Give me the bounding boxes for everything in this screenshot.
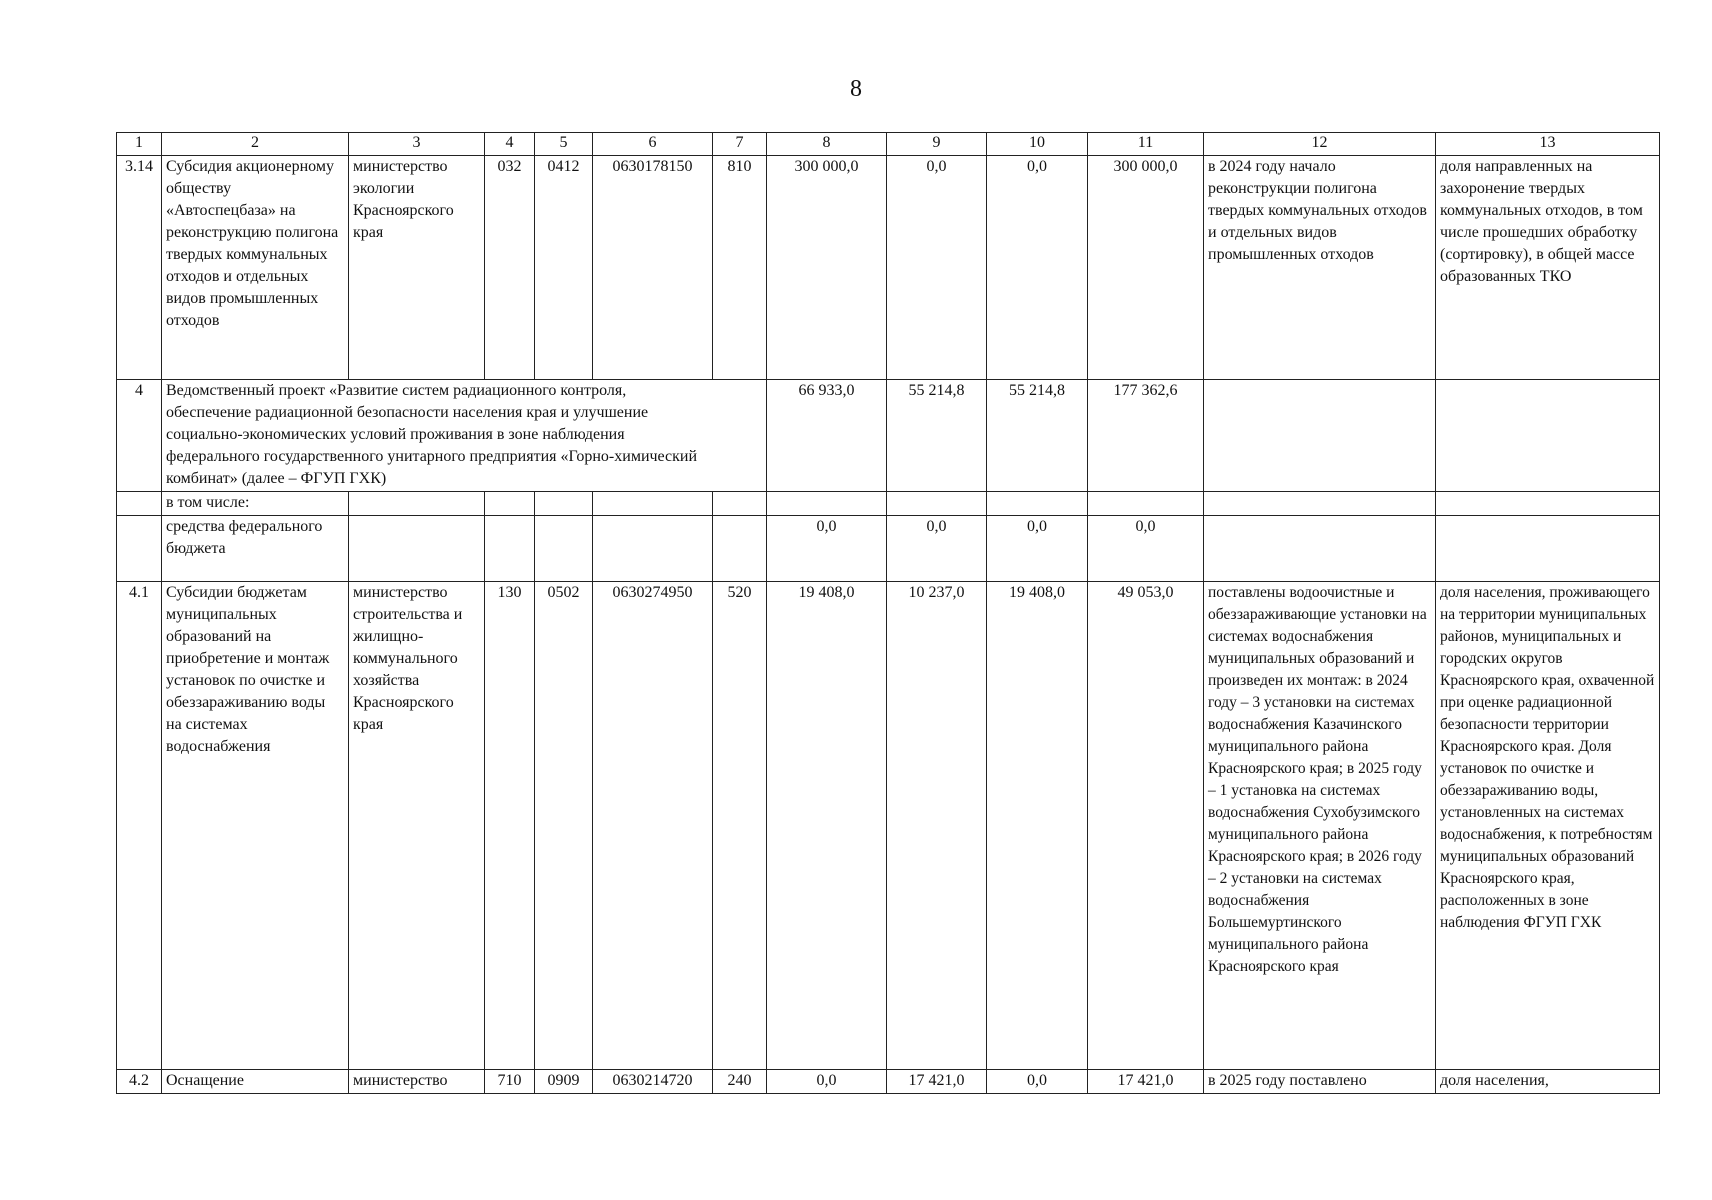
- row-code-target: [593, 492, 713, 516]
- row-amount-col10: 0,0: [987, 1070, 1088, 1094]
- row-result: [1204, 516, 1436, 582]
- row-amount-col9: [887, 492, 987, 516]
- row-id: [117, 492, 162, 516]
- row-amount-total: 17 421,0: [1088, 1070, 1204, 1094]
- row-code-expense: 240: [713, 1070, 767, 1094]
- row-code-section: [535, 516, 593, 582]
- row-ministry: министерство экологии Красноярского края: [349, 156, 485, 380]
- table-row: [117, 380, 1660, 492]
- row-amount-total: [1088, 492, 1204, 516]
- row-ministry: [349, 492, 485, 516]
- row-name: Субсидии бюджетам муниципальных образований на приобретение и монтаж установок по очистке и обеззараживанию воды на системах водоснабжения: [162, 582, 349, 1070]
- row-amount-col10: [987, 492, 1088, 516]
- row-code-grbs: 130: [485, 582, 535, 1070]
- row-name: средства федерального бюджета: [162, 516, 349, 582]
- row-code-section: 0412: [535, 156, 593, 380]
- row-code-expense: 810: [713, 156, 767, 380]
- column-number: 7: [713, 133, 767, 156]
- row-code-grbs: [485, 492, 535, 516]
- row-indicator: [1436, 380, 1660, 492]
- row-code-section: [535, 492, 593, 516]
- row-result: [1204, 380, 1436, 492]
- row-amount-total: 0,0: [1088, 516, 1204, 582]
- row-name: Субсидия акционерному обществу «Автоспецбаза» на реконструкцию полигона твердых коммунальных отходов и отдельных видов промышленных отходов: [162, 156, 349, 380]
- row-amount-col9: 0,0: [887, 516, 987, 582]
- row-name: Оснащение: [162, 1070, 349, 1094]
- column-number: 9: [887, 133, 987, 156]
- column-number: 10: [987, 133, 1088, 156]
- row-code-expense: [713, 516, 767, 582]
- row-code-grbs: 032: [485, 156, 535, 380]
- row-result: в 2025 году поставлено: [1204, 1070, 1436, 1094]
- row-ministry: министерство: [349, 1070, 485, 1094]
- row-amount-col8: 300 000,0: [767, 156, 887, 380]
- row-indicator: доля направленных на захоронение твердых коммунальных отходов, в том числе прошедших обработку (сортировку), в общей массе образованных ТКО: [1436, 156, 1660, 380]
- row-code-grbs: [485, 516, 535, 582]
- row-amount-col10: 0,0: [987, 516, 1088, 582]
- column-number: 5: [535, 133, 593, 156]
- row-amount-total: 177 362,6: [1088, 380, 1204, 492]
- row-id: 4.2: [117, 1070, 162, 1094]
- row-amount-col10: 19 408,0: [987, 582, 1088, 1070]
- column-number: 11: [1088, 133, 1204, 156]
- row-amount-col10: 0,0: [987, 156, 1088, 380]
- row-ministry: [349, 516, 485, 582]
- row-ministry: министерство строительства и жилищно-коммунального хозяйства Красноярского края: [349, 582, 485, 1070]
- column-number: 4: [485, 133, 535, 156]
- row-id: 3.14: [117, 156, 162, 380]
- row-indicator: доля населения, проживающего на территории муниципальных районов, муниципальных и городских округов Красноярского края, охваченной при оценке радиационной безопасности территории Красноярского края. Доля установок по очистке и обеззараживанию воды, установленных на системах водоснабжения, к потребностям муниципальных образований Красноярского края, расположенных в зоне наблюдения ФГУП ГХК: [1436, 582, 1660, 1070]
- row-indicator: доля населения,: [1436, 1070, 1660, 1094]
- table-row: [117, 492, 1660, 516]
- row-code-target: 0630178150: [593, 156, 713, 380]
- row-code-target: 0630214720: [593, 1070, 713, 1094]
- row-code-section: 0502: [535, 582, 593, 1070]
- row-amount-total: 300 000,0: [1088, 156, 1204, 380]
- column-number-row: [117, 133, 1660, 156]
- row-amount-total: 49 053,0: [1088, 582, 1204, 1070]
- row-code-expense: 520: [713, 582, 767, 1070]
- row-amount-col8: 66 933,0: [767, 380, 887, 492]
- column-number: 6: [593, 133, 713, 156]
- row-code-expense: [713, 492, 767, 516]
- table-row: [117, 516, 1660, 582]
- page-number: 8: [850, 76, 862, 102]
- row-amount-col9: 17 421,0: [887, 1070, 987, 1094]
- column-number: 2: [162, 133, 349, 156]
- table-row: [117, 156, 1660, 380]
- row-result: поставлены водоочистные и обеззараживающие установки на системах водоснабжения муниципальных образований и произведен их монтаж: в 2024 году – 3 установки на системах водоснабжения Казачинского муниципального района Красноярского края; в 2025 году – 1 установка на системах водоснабжения Сухобузимского муниципального района Красноярского края; в 2026 году – 2 установки на системах водоснабжения Большемуртинского муниципального района Красноярского края: [1204, 582, 1436, 1070]
- row-id: [117, 516, 162, 582]
- row-amount-col8: 19 408,0: [767, 582, 887, 1070]
- row-indicator: [1436, 516, 1660, 582]
- row-code-target: 0630274950: [593, 582, 713, 1070]
- row-code-grbs: 710: [485, 1070, 535, 1094]
- column-number: 3: [349, 133, 485, 156]
- row-name: Ведомственный проект «Развитие систем радиационного контроля, обеспечение радиационной безопасности населения края и улучшение социально-экономических условий проживания в зоне наблюдения федерального государственного унитарного предприятия «Горно-химический комбинат» (далее – ФГУП ГХК): [162, 380, 767, 492]
- row-amount-col8: 0,0: [767, 516, 887, 582]
- column-number: 12: [1204, 133, 1436, 156]
- row-name: в том числе:: [162, 492, 349, 516]
- row-code-section: 0909: [535, 1070, 593, 1094]
- row-result: в 2024 году начало реконструкции полигона твердых коммунальных отходов и отдельных видов промышленных отходов: [1204, 156, 1436, 380]
- row-indicator: [1436, 492, 1660, 516]
- row-amount-col8: 0,0: [767, 1070, 887, 1094]
- row-amount-col9: 0,0: [887, 156, 987, 380]
- row-code-target: [593, 516, 713, 582]
- column-number: 8: [767, 133, 887, 156]
- table-row: [117, 582, 1660, 1070]
- column-number: 13: [1436, 133, 1660, 156]
- column-number: 1: [117, 133, 162, 156]
- row-amount-col8: [767, 492, 887, 516]
- row-id: 4: [117, 380, 162, 492]
- row-amount-col9: 55 214,8: [887, 380, 987, 492]
- row-amount-col9: 10 237,0: [887, 582, 987, 1070]
- row-result: [1204, 492, 1436, 516]
- row-id: 4.1: [117, 582, 162, 1070]
- row-amount-col10: 55 214,8: [987, 380, 1088, 492]
- table-row: [117, 1070, 1660, 1094]
- budget-table: [116, 132, 1660, 1094]
